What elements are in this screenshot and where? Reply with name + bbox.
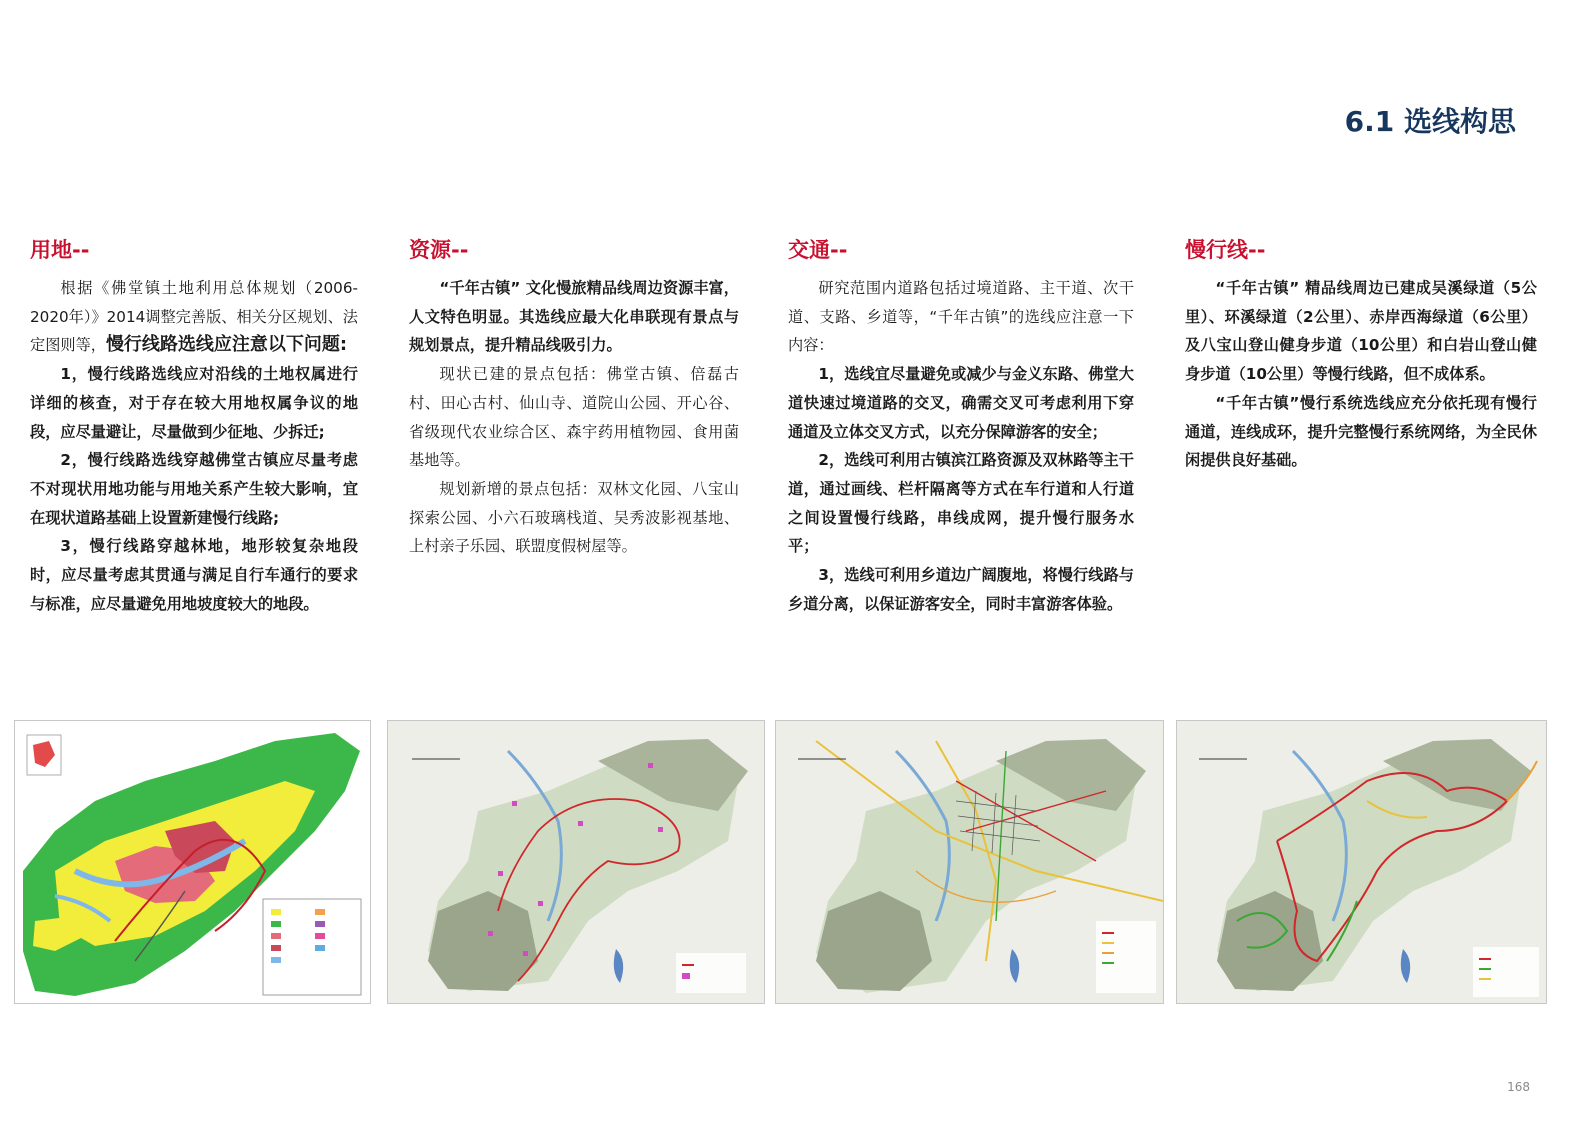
resource-map-graphic: [388, 721, 764, 1003]
page-title: 6.1 选线构思: [1344, 105, 1516, 138]
traffic-point-1: 1，选线宜尽量避免或减少与金义东路、佛堂大道快速过境道路的交叉，确需交叉可考虑利用下穿通道及立体交叉方式，以充分保障游客的安全；: [788, 365, 1134, 441]
traffic-section: [788, 234, 1134, 618]
resource-heading: 资源--: [409, 238, 469, 262]
resource-map: [387, 720, 765, 1004]
land-use-point-2: 2，慢行线路选线穿越佛堂古镇应尽量考虑不对现状用地功能与用地关系产生较大影响，宜在现状道路基础上设置新建慢行线路;: [30, 451, 358, 527]
land-use-heading: 用地--: [30, 238, 90, 262]
land-use-point-3: 3，慢行线路穿越林地，地形较复杂地段时，应尽量考虑其贯通与满足自行车通行的要求与标准，应尽量避免用地坡度较大的地段。: [30, 537, 358, 613]
slow-line-map-graphic: [1177, 721, 1546, 1003]
resource-paragraph-2: 现状已建的景点包括：佛堂古镇、倍磊古村、田心古村、仙山寺、道院山公园、开心谷、省级现代农业综合区、森宇药用植物园、食用菌基地等。: [409, 365, 739, 470]
traffic-point-2: 2，选线可利用古镇滨江路资源及双林路等主干道，通过画线、栏杆隔离等方式在车行道和人行道之间设置慢行线路，串线成网，提升慢行服务水平；: [788, 451, 1134, 556]
land-use-map-graphic: [15, 721, 370, 1003]
slow-line-heading: 慢行线--: [1185, 238, 1266, 262]
land-use-intro-text: 根据《佛堂镇土地利用总体规划（2006-2020年）》2014调整完善版、相关分区规划、法定图则等，: [30, 279, 358, 355]
land-use-intro-emphasis: 慢行线路选线应注意以下问题:: [105, 334, 348, 356]
resource-section: [409, 234, 739, 561]
land-use-intro: [30, 274, 358, 360]
resource-paragraph-1: “千年古镇” 文化慢旅精品线周边资源丰富，人文特色明显。其选线应最大化串联现有景点与规划景点，提升精品线吸引力。: [409, 279, 739, 355]
slow-line-map: [1176, 720, 1547, 1004]
slow-line-paragraph-1: “千年古镇” 精品线周边已建成吴溪绿道（5公里）、环溪绿道（2公里）、赤岸西海绿道（6公里）及八宝山登山健身步道（10公里）和白岩山登山健身步道（10公里）等慢行线路，但不成体系。: [1185, 279, 1537, 384]
slow-line-paragraph-2: “千年古镇”慢行系统选线应充分依托现有慢行通道，连线成环，提升完整慢行系统网络，为全民休闲提供良好基础。: [1185, 393, 1537, 470]
traffic-paragraph-1: 研究范围内道路包括过境道路、主干道、次干道、支路、乡道等，“千年古镇”的选线应注意一下内容：: [788, 279, 1134, 355]
traffic-map-graphic: [776, 721, 1163, 1003]
page-number: 168: [1507, 1080, 1530, 1094]
land-use-point-1: 1，慢行线路选线应对沿线的土地权属进行详细的核查，对于存在较大用地权属争议的地段，应尽量避让，尽量做到少征地、少拆迁;: [30, 365, 358, 441]
slow-line-section: [1185, 234, 1537, 475]
traffic-heading: 交通--: [788, 238, 848, 262]
land-use-section: [30, 234, 358, 618]
resource-paragraph-3: 规划新增的景点包括：双林文化园、八宝山探索公园、小六石玻璃栈道、吴秀波影视基地、上村亲子乐园、联盟度假树屋等。: [409, 479, 739, 556]
traffic-map: [775, 720, 1164, 1004]
traffic-point-3: 3，选线可利用乡道边广阔腹地，将慢行线路与乡道分离，以保证游客安全，同时丰富游客体验。: [788, 566, 1134, 613]
map-strip: [14, 720, 1547, 1002]
land-use-map: [14, 720, 371, 1004]
